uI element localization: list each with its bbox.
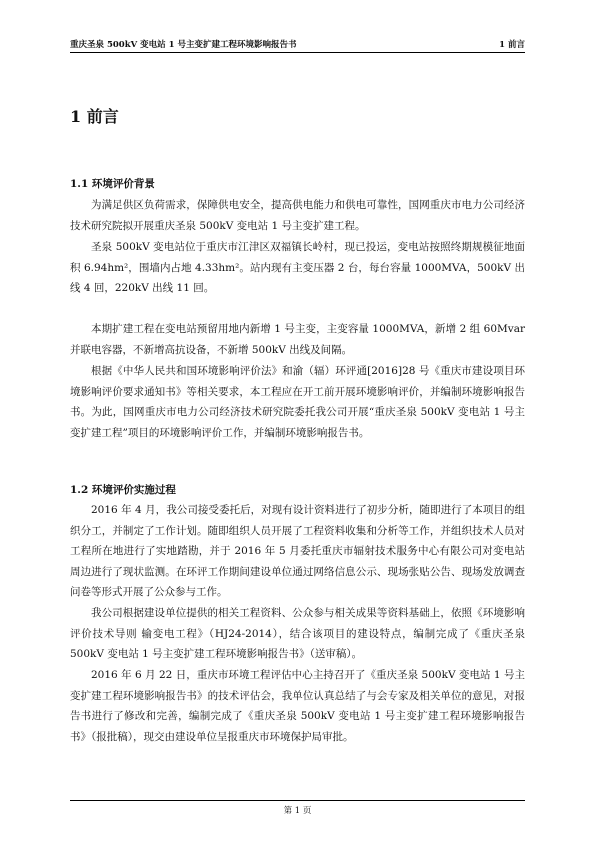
section-heading: 1.2 环境评价实施过程	[70, 484, 176, 496]
paragraph: 为满足供区负荷需求，保障供电安全，提高供电能力和供电可靠性，国网重庆市电力公司经济技术研究院拟开展重庆圣泉 500kV 变电站 1 号主变扩建工程。	[70, 199, 525, 232]
paragraph: 圣泉 500kV 变电站位于重庆市江津区双福镇长岭村，现已投运，变电站按照终期规模征地面积 6.94hm²，围墙内占地 4.33hm²。站内现有主变压器 2 台，每台容量 1000MVA，500kV 出线 4 回，220kV 出线 11 回。	[70, 241, 525, 295]
page-number: 第 1 页	[283, 806, 312, 816]
section-heading: 1.1 环境评价背景	[70, 178, 155, 190]
paragraph: 2016 年 4 月，我公司接受委托后，对现有设计资料进行了初步分析，随即进行了本项目的组织分工，并制定了工作计划。随即组织人员开展了工程资料收集和分析等工作，并组织技术人员对工程所在地进行了实地踏勘，并于 2016 年 5 月委托重庆市辐射技术服务中心有限公司对变电站周边进行了现状监测。在环评工作期间建设单位通过网络信息公示、现场张贴公告、现场发放调查问卷等形式开展了公众参与工作。	[70, 504, 525, 599]
header-section: 1 前言	[499, 40, 525, 50]
header-title: 重庆圣泉 500kV 变电站 1 号主变扩建工程环境影响报告书	[70, 40, 297, 50]
paragraph: 根据《中华人民共和国环境影响评价法》和渝（辐）环评通[2016]28 号《重庆市建设项目环境影响评价要求通知书》等相关要求，本工程应在开工前开展环境影响评价，并编制环境影响报告书。为此，国网重庆市电力公司经济技术研究院委托我公司开展“重庆圣泉 500kV 变电站 1 号主变扩建工程”项目的环境影响评价工作，并编制环境影响报告书。	[70, 365, 525, 439]
chapter-title: 1 前言	[70, 107, 119, 126]
page-footer	[70, 800, 525, 816]
paragraph: 我公司根据建设单位提供的相关工程资料、公众参与相关成果等资料基础上，依照《环境影响评价技术导则 输变电工程》（HJ24-2014），结合该项目的建设特点，编制完成了《重庆圣泉 500kV 变电站 1 号主变扩建工程环境影响报告书》（送审稿）。	[70, 607, 525, 661]
paragraph: 2016 年 6 月 22 日，重庆市环境工程评估中心主持召开了《重庆圣泉 500kV 变电站 1 号主变扩建工程环境影响报告书》的技术评估会，我单位认真总结了与会专家及相关单位的意见，对报告书进行了修改和完善，编制完成了《重庆圣泉 500kV 变电站 1 号主变扩建工程环境影响报告书》（报批稿），现交由建设单位呈报重庆市环境保护局审批。	[70, 669, 525, 743]
paragraph: 本期扩建工程在变电站预留用地内新增 1 号主变，主变容量 1000MVA，新增 2 组 60Mvar 并联电容器，不新增高抗设备，不新增 500kV 出线及间隔。	[70, 323, 525, 356]
running-header	[70, 36, 525, 53]
